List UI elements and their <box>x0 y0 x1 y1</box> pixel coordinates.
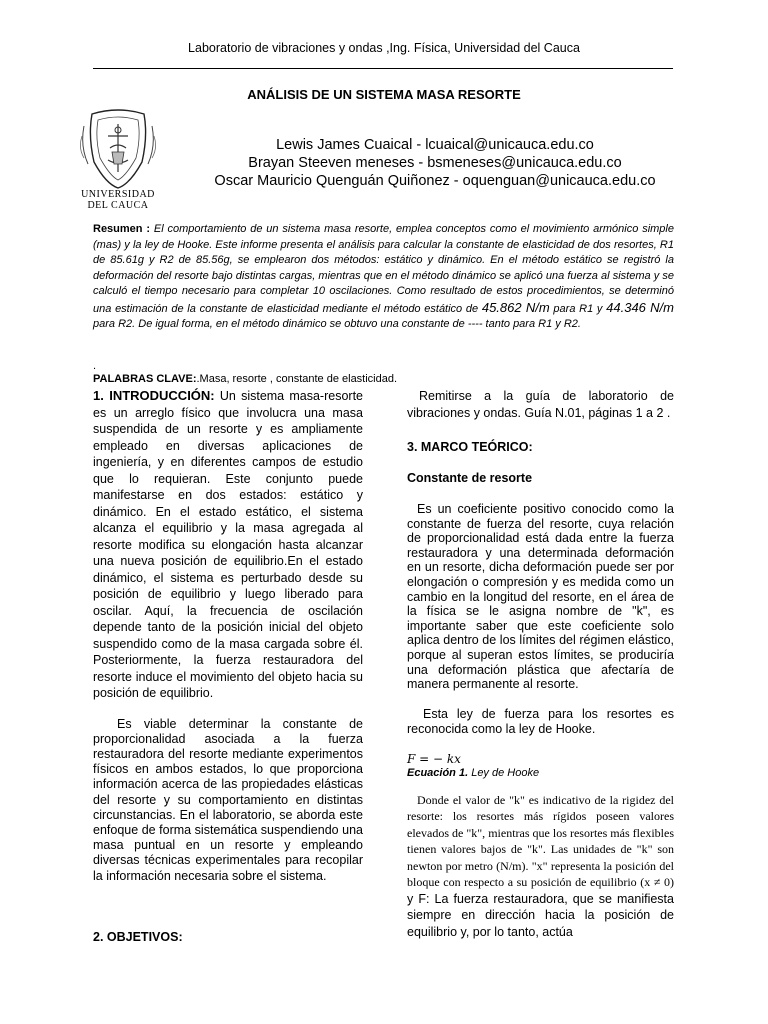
keywords-label: PALABRAS CLAVE: <box>93 373 197 385</box>
abstract-text-3: para R2. De igual forma, en el método dinámico se obtuvo una constante de ---- tanto para R1 y R2. <box>93 318 581 330</box>
abstract-label: Resumen : <box>93 223 151 235</box>
intro-paragraph-2: Es viable determinar la constante de proporcionalidad asociada a la fuerza restauradora del resorte mediante experimentos físicos en ambos estados, lo que proporciona información acerca de las propiedades elásticas del resorte y su comportamiento en distintas circunstancias. En el laboratorio, se aborda este enfoque de forma sistemática suspendiendo una masa puntual en un resorte y empleando diversas técnicas experimentales para recopilar la información necesaria sobre el sistema. <box>93 716 363 883</box>
keywords-text: .Masa, resorte , constante de elasticidad. <box>196 373 398 385</box>
hooke-equation: F = − kx <box>407 751 461 766</box>
author-2: Brayan Steeven meneses - bsmeneses@unicauca.edu.co <box>248 155 622 171</box>
keywords <box>93 373 397 385</box>
university-logo <box>78 106 158 210</box>
equation-caption-text: Ley de Hooke <box>468 766 540 779</box>
marco-paragraph-2: Esta ley de fuerza para los resortes es reconocida como la ley de Hooke. <box>407 706 674 736</box>
paper-title: ANÁLISIS DE UN SISTEMA MASA RESORTE <box>247 87 521 102</box>
guide-paragraph: Remitirse a la guía de laboratorio de vibraciones y ondas. Guía N.01, páginas 1 a 2 . <box>407 389 674 420</box>
marco-paragraph-3-sans: y F: La fuerza restauradora, que se manifiesta siempre en dirección hacia la posición de equilibrio y, por lo tanto, actúa <box>407 891 674 939</box>
equation-caption <box>407 767 674 780</box>
intro-heading: 1. INTRODUCCIÓN: <box>93 388 215 403</box>
abstract-text-2: para R1 y <box>549 302 607 315</box>
constante-subheading: Constante de resorte <box>407 470 533 485</box>
marco-heading: 3. MARCO TEÓRICO: <box>407 440 533 454</box>
running-head: Laboratorio de vibraciones y ondas ,Ing. Física, Universidad del Cauca <box>188 41 580 55</box>
university-seal-icon <box>78 106 158 210</box>
equation-caption-label: Ecuación 1. <box>407 766 469 779</box>
intro-paragraph-1 <box>93 388 363 702</box>
header-rule <box>93 68 673 69</box>
marco-paragraph-3-serif: Donde el valor de "k" es indicativo de la rigidez del resorte: los resortes más rígidos poseen valores elevados de "k", mientras que los resortes más flexibles tienen valores bajos de "k". Las unidades de "k" son newton por metro (N/m). "x" representa la posición del bloque con respecto a su posición de equilibrio (x ≠ 0) <box>407 792 674 890</box>
abstract-k1: 45.862 N/m <box>481 299 550 315</box>
intro-text-1: Un sistema masa-resorte es un arreglo físico que involucra una masa suspendida de un resorte y es ampliamente empleado en diversas aplicaciones de ingeniería, y en diferentes campos de estudio que lo requieran. Este conjunto puede manifestarse en dos estados: estático y dinámico. En el estado estático, el sistema alcanza el equilibrio y la masa agregada al resorte modifica su elongación hasta alcanzar una nueva posición de equilibrio.En el estado dinámico, el sistema es perturbado desde su posición de equilibrio y luego liberado para oscilar. Aquí, la frecuencia de oscilación depende tanto de la posición inicial del objeto suspendido como de la masa cargada sobre él. Posteriormente, la fuerza restauradora del resorte induce el movimiento del objeto hacia su posición de equilibrio. <box>93 389 363 700</box>
marco-paragraph-3 <box>407 792 674 941</box>
abstract <box>93 222 674 333</box>
logo-text-line1: UNIVERSIDAD <box>81 189 155 200</box>
author-1: Lewis James Cuaical - lcuaical@unicauca.edu.co <box>276 137 594 153</box>
abstract-text-1: El comportamiento de un sistema masa resorte, emplea conceptos como el movimiento armónico simple (mas) y la ley de Hooke. Este informe presenta el análisis para calcular la constante de elasticidad de dos resortes, R1 de 85.61g y R2 de 85.56g, se emplearon dos métodos: estático y dinámico. En el método estático se registró la deformación del resorte bajo distintas cargas, mientras que en el método dinámico se aplicó una fuerza al sistema y se calculó el tiempo necesario para completar 10 oscilaciones. Como resultado de estos procedimientos, se determinó una estimación de la constante de elasticidad mediante el método estático de <box>93 223 674 315</box>
author-3: Oscar Mauricio Quenguán Quiñonez - oquenguan@unicauca.edu.co <box>214 173 656 189</box>
left-column <box>93 388 363 945</box>
objetivos-heading: 2. OBJETIVOS: <box>93 929 183 944</box>
author-list <box>150 136 720 190</box>
marco-paragraph-1: Es un coeficiente positivo conocido como la constante de fuerza del resorte, cuya relación de proporcionalidad está dada entre la fuerza restauradora y una determinada deformación en un resorte, dicha deformación puede ser por elongación o compresión y es medida como un cambio en la longitud del resorte, en el área de la física se le asigna nombre de "k", es importante saber que este coeficiente solo aplica dentro de los límites del régimen elástico, porque al superan estos límites, se produciría una deformación plástica que afectaría de manera permanente al resorte. <box>407 502 674 692</box>
right-column <box>407 388 674 940</box>
logo-text-line2: DEL CAUCA <box>87 200 149 210</box>
stray-dot: . <box>93 360 97 372</box>
abstract-k2: 44.346 N/m <box>606 299 674 315</box>
